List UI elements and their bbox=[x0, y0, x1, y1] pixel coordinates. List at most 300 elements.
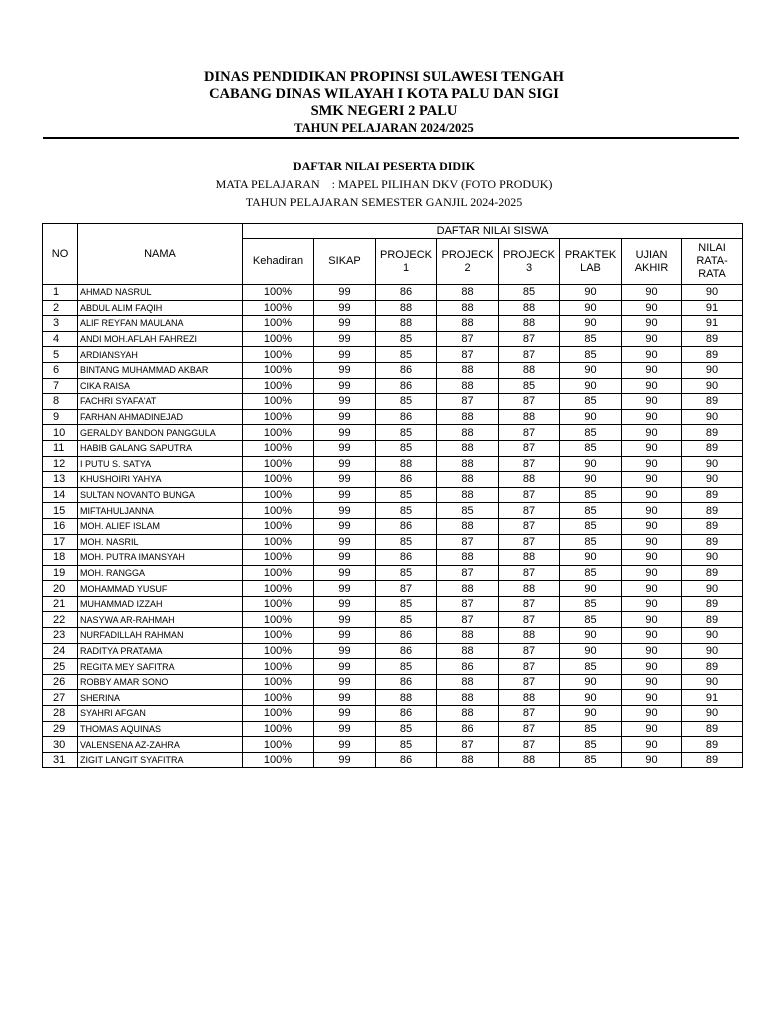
cell-kehadiran: 100% bbox=[243, 347, 314, 363]
cell-projeck-1: 88 bbox=[376, 690, 437, 706]
cell-kehadiran: 100% bbox=[243, 643, 314, 659]
cell-nama: ZIGIT LANGIT SYAFITRA bbox=[78, 752, 243, 768]
header-divider bbox=[43, 137, 739, 139]
cell-projeck-1: 86 bbox=[376, 752, 437, 768]
cell-sikap: 99 bbox=[314, 425, 376, 441]
cell-sikap: 99 bbox=[314, 316, 376, 332]
cell-nilai-rata-rata: 89 bbox=[682, 347, 743, 363]
cell-no: 18 bbox=[43, 550, 78, 566]
cell-projeck-3: 87 bbox=[499, 394, 560, 410]
cell-no: 1 bbox=[43, 285, 78, 301]
cell-nilai-rata-rata: 90 bbox=[682, 409, 743, 425]
cell-sikap: 99 bbox=[314, 752, 376, 768]
cell-projeck-3: 87 bbox=[499, 643, 560, 659]
cell-projeck-1: 85 bbox=[376, 596, 437, 612]
cell-projeck-2: 88 bbox=[437, 628, 499, 644]
cell-projeck-3: 88 bbox=[499, 362, 560, 378]
header-agency: DINAS PENDIDIKAN PROPINSI SULAWESI TENGAH bbox=[204, 69, 564, 85]
cell-projeck-3: 87 bbox=[499, 674, 560, 690]
cell-projeck-1: 85 bbox=[376, 659, 437, 675]
table-row bbox=[43, 721, 743, 737]
cell-sikap: 99 bbox=[314, 674, 376, 690]
column-header-praktek-lab: PRAKTEK LAB bbox=[560, 239, 622, 285]
cell-sikap: 99 bbox=[314, 487, 376, 503]
cell-projeck-2: 87 bbox=[437, 737, 499, 753]
cell-projeck-2: 88 bbox=[437, 378, 499, 394]
cell-kehadiran: 100% bbox=[243, 316, 314, 332]
cell-nilai-rata-rata: 91 bbox=[682, 690, 743, 706]
cell-nilai-rata-rata: 89 bbox=[682, 737, 743, 753]
cell-nama: ROBBY AMAR SONO bbox=[78, 674, 243, 690]
cell-kehadiran: 100% bbox=[243, 628, 314, 644]
column-header-nilai-rata-rata: NILAI RATA-RATA bbox=[682, 239, 743, 285]
cell-ujian-akhir: 90 bbox=[622, 425, 682, 441]
cell-projeck-2: 88 bbox=[437, 581, 499, 597]
cell-praktek-lab: 90 bbox=[560, 643, 622, 659]
cell-ujian-akhir: 90 bbox=[622, 487, 682, 503]
cell-kehadiran: 100% bbox=[243, 518, 314, 534]
cell-no: 11 bbox=[43, 440, 78, 456]
cell-ujian-akhir: 90 bbox=[622, 659, 682, 675]
cell-no: 3 bbox=[43, 316, 78, 332]
cell-projeck-3: 87 bbox=[499, 331, 560, 347]
cell-ujian-akhir: 90 bbox=[622, 503, 682, 519]
cell-sikap: 99 bbox=[314, 550, 376, 566]
cell-nilai-rata-rata: 90 bbox=[682, 550, 743, 566]
cell-kehadiran: 100% bbox=[243, 737, 314, 753]
header-school: SMK NEGERI 2 PALU bbox=[310, 103, 458, 119]
cell-nilai-rata-rata: 91 bbox=[682, 300, 743, 316]
cell-projeck-3: 87 bbox=[499, 721, 560, 737]
cell-nama: NASYWA AR-RAHMAH bbox=[78, 612, 243, 628]
cell-nama: KHUSHOIRI YAHYA bbox=[78, 472, 243, 488]
cell-projeck-3: 87 bbox=[499, 503, 560, 519]
cell-praktek-lab: 90 bbox=[560, 300, 622, 316]
cell-sikap: 99 bbox=[314, 347, 376, 363]
cell-ujian-akhir: 90 bbox=[622, 409, 682, 425]
cell-nama: MOH. RANGGA bbox=[78, 565, 243, 581]
cell-no: 13 bbox=[43, 472, 78, 488]
cell-projeck-3: 87 bbox=[499, 737, 560, 753]
cell-nilai-rata-rata: 90 bbox=[682, 285, 743, 301]
cell-projeck-2: 88 bbox=[437, 362, 499, 378]
cell-no: 31 bbox=[43, 752, 78, 768]
document-subheader bbox=[0, 157, 768, 211]
cell-nilai-rata-rata: 91 bbox=[682, 316, 743, 332]
cell-ujian-akhir: 90 bbox=[622, 378, 682, 394]
cell-no: 25 bbox=[43, 659, 78, 675]
cell-kehadiran: 100% bbox=[243, 690, 314, 706]
cell-ujian-akhir: 90 bbox=[622, 596, 682, 612]
header-academic-year: TAHUN PELAJARAN 2024/2025 bbox=[294, 121, 474, 135]
cell-projeck-2: 88 bbox=[437, 550, 499, 566]
cell-nama: SYAHRI AFGAN bbox=[78, 706, 243, 722]
cell-no: 27 bbox=[43, 690, 78, 706]
cell-projeck-3: 87 bbox=[499, 659, 560, 675]
cell-praktek-lab: 85 bbox=[560, 518, 622, 534]
cell-praktek-lab: 85 bbox=[560, 503, 622, 519]
cell-sikap: 99 bbox=[314, 706, 376, 722]
cell-projeck-3: 85 bbox=[499, 378, 560, 394]
cell-sikap: 99 bbox=[314, 285, 376, 301]
table-row bbox=[43, 362, 743, 378]
cell-kehadiran: 100% bbox=[243, 674, 314, 690]
cell-projeck-2: 88 bbox=[437, 316, 499, 332]
cell-ujian-akhir: 90 bbox=[622, 612, 682, 628]
cell-sikap: 99 bbox=[314, 596, 376, 612]
cell-sikap: 99 bbox=[314, 378, 376, 394]
cell-nilai-rata-rata: 89 bbox=[682, 487, 743, 503]
cell-nama: ANDI MOH.AFLAH FAHREZI bbox=[78, 331, 243, 347]
cell-nama: ABDUL ALIM FAQIH bbox=[78, 300, 243, 316]
table-row bbox=[43, 706, 743, 722]
cell-kehadiran: 100% bbox=[243, 472, 314, 488]
cell-projeck-2: 86 bbox=[437, 659, 499, 675]
cell-kehadiran: 100% bbox=[243, 456, 314, 472]
cell-no: 21 bbox=[43, 596, 78, 612]
cell-sikap: 99 bbox=[314, 659, 376, 675]
cell-kehadiran: 100% bbox=[243, 425, 314, 441]
table-row bbox=[43, 690, 743, 706]
cell-kehadiran: 100% bbox=[243, 503, 314, 519]
table-row bbox=[43, 752, 743, 768]
cell-nama: REGITA MEY SAFITRA bbox=[78, 659, 243, 675]
cell-projeck-2: 88 bbox=[437, 706, 499, 722]
cell-projeck-1: 85 bbox=[376, 394, 437, 410]
document-title: DAFTAR NILAI PESERTA DIDIK bbox=[292, 159, 476, 173]
cell-no: 8 bbox=[43, 394, 78, 410]
cell-sikap: 99 bbox=[314, 690, 376, 706]
cell-nilai-rata-rata: 89 bbox=[682, 612, 743, 628]
cell-praktek-lab: 85 bbox=[560, 487, 622, 503]
cell-nama: CIKA RAISA bbox=[78, 378, 243, 394]
cell-nilai-rata-rata: 89 bbox=[682, 503, 743, 519]
cell-sikap: 99 bbox=[314, 721, 376, 737]
cell-nilai-rata-rata: 89 bbox=[682, 518, 743, 534]
cell-ujian-akhir: 90 bbox=[622, 643, 682, 659]
cell-no: 4 bbox=[43, 331, 78, 347]
table-row bbox=[43, 300, 743, 316]
cell-no: 14 bbox=[43, 487, 78, 503]
cell-sikap: 99 bbox=[314, 409, 376, 425]
cell-projeck-1: 86 bbox=[376, 643, 437, 659]
table-row bbox=[43, 487, 743, 503]
cell-ujian-akhir: 90 bbox=[622, 456, 682, 472]
cell-kehadiran: 100% bbox=[243, 596, 314, 612]
table-row bbox=[43, 550, 743, 566]
cell-nama: BINTANG MUHAMMAD AKBAR bbox=[78, 362, 243, 378]
cell-praktek-lab: 90 bbox=[560, 285, 622, 301]
cell-nama: ALIF REYFAN MAULANA bbox=[78, 316, 243, 332]
cell-sikap: 99 bbox=[314, 628, 376, 644]
cell-projeck-1: 87 bbox=[376, 581, 437, 597]
cell-nilai-rata-rata: 90 bbox=[682, 378, 743, 394]
cell-kehadiran: 100% bbox=[243, 752, 314, 768]
cell-projeck-1: 86 bbox=[376, 378, 437, 394]
cell-projeck-3: 88 bbox=[499, 316, 560, 332]
cell-nama: MIFTAHULJANNA bbox=[78, 503, 243, 519]
table-row bbox=[43, 674, 743, 690]
cell-projeck-3: 88 bbox=[499, 409, 560, 425]
cell-praktek-lab: 85 bbox=[560, 425, 622, 441]
cell-projeck-1: 86 bbox=[376, 409, 437, 425]
cell-ujian-akhir: 90 bbox=[622, 752, 682, 768]
column-header-projeck-3: PROJECK 3 bbox=[499, 239, 560, 285]
cell-nilai-rata-rata: 90 bbox=[682, 706, 743, 722]
cell-no: 30 bbox=[43, 737, 78, 753]
cell-projeck-2: 87 bbox=[437, 394, 499, 410]
cell-projeck-3: 87 bbox=[499, 456, 560, 472]
cell-ujian-akhir: 90 bbox=[622, 300, 682, 316]
cell-nama: MUHAMMAD IZZAH bbox=[78, 596, 243, 612]
cell-nama: GERALDY BANDON PANGGULA bbox=[78, 425, 243, 441]
cell-nama: HABIB GALANG SAPUTRA bbox=[78, 440, 243, 456]
table-row bbox=[43, 425, 743, 441]
cell-ujian-akhir: 90 bbox=[622, 690, 682, 706]
cell-projeck-3: 87 bbox=[499, 612, 560, 628]
column-group-title: DAFTAR NILAI SISWA bbox=[243, 224, 743, 239]
cell-projeck-2: 87 bbox=[437, 596, 499, 612]
table-row bbox=[43, 628, 743, 644]
cell-no: 10 bbox=[43, 425, 78, 441]
cell-no: 2 bbox=[43, 300, 78, 316]
cell-projeck-2: 88 bbox=[437, 472, 499, 488]
cell-praktek-lab: 90 bbox=[560, 674, 622, 690]
cell-nama: RADITYA PRATAMA bbox=[78, 643, 243, 659]
cell-ujian-akhir: 90 bbox=[622, 347, 682, 363]
cell-projeck-1: 85 bbox=[376, 347, 437, 363]
cell-praktek-lab: 90 bbox=[560, 409, 622, 425]
column-header-projeck-1: PROJECK 1 bbox=[376, 239, 437, 285]
cell-praktek-lab: 85 bbox=[560, 737, 622, 753]
cell-kehadiran: 100% bbox=[243, 331, 314, 347]
cell-projeck-1: 86 bbox=[376, 362, 437, 378]
cell-kehadiran: 100% bbox=[243, 362, 314, 378]
cell-praktek-lab: 85 bbox=[560, 596, 622, 612]
cell-projeck-3: 87 bbox=[499, 518, 560, 534]
cell-kehadiran: 100% bbox=[243, 300, 314, 316]
cell-kehadiran: 100% bbox=[243, 659, 314, 675]
cell-praktek-lab: 85 bbox=[560, 440, 622, 456]
cell-nama: FACHRI SYAFA'AT bbox=[78, 394, 243, 410]
cell-projeck-3: 87 bbox=[499, 347, 560, 363]
cell-ujian-akhir: 90 bbox=[622, 550, 682, 566]
cell-no: 26 bbox=[43, 674, 78, 690]
cell-sikap: 99 bbox=[314, 472, 376, 488]
cell-projeck-1: 85 bbox=[376, 331, 437, 347]
cell-sikap: 99 bbox=[314, 581, 376, 597]
cell-nama: AHMAD NASRUL bbox=[78, 285, 243, 301]
cell-kehadiran: 100% bbox=[243, 550, 314, 566]
cell-praktek-lab: 90 bbox=[560, 581, 622, 597]
table-row bbox=[43, 659, 743, 675]
cell-nilai-rata-rata: 89 bbox=[682, 425, 743, 441]
cell-praktek-lab: 85 bbox=[560, 659, 622, 675]
cell-projeck-2: 87 bbox=[437, 612, 499, 628]
cell-no: 12 bbox=[43, 456, 78, 472]
subject-value: : MAPEL PILIHAN DKV (FOTO PRODUK) bbox=[331, 177, 553, 191]
cell-projeck-2: 88 bbox=[437, 690, 499, 706]
cell-projeck-1: 85 bbox=[376, 721, 437, 737]
cell-projeck-1: 85 bbox=[376, 534, 437, 550]
cell-kehadiran: 100% bbox=[243, 394, 314, 410]
cell-ujian-akhir: 90 bbox=[622, 285, 682, 301]
column-header-kehadiran: Kehadiran bbox=[243, 239, 314, 285]
column-header-nama: NAMA bbox=[78, 224, 243, 285]
cell-nilai-rata-rata: 89 bbox=[682, 394, 743, 410]
table-row bbox=[43, 518, 743, 534]
cell-projeck-2: 88 bbox=[437, 300, 499, 316]
column-header-ujian-akhir: UJIAN AKHIR bbox=[622, 239, 682, 285]
cell-projeck-3: 88 bbox=[499, 628, 560, 644]
cell-projeck-2: 88 bbox=[437, 518, 499, 534]
cell-sikap: 99 bbox=[314, 503, 376, 519]
cell-ujian-akhir: 90 bbox=[622, 362, 682, 378]
cell-kehadiran: 100% bbox=[243, 378, 314, 394]
cell-projeck-3: 88 bbox=[499, 550, 560, 566]
cell-nilai-rata-rata: 90 bbox=[682, 628, 743, 644]
cell-projeck-3: 87 bbox=[499, 596, 560, 612]
cell-nilai-rata-rata: 90 bbox=[682, 362, 743, 378]
cell-ujian-akhir: 90 bbox=[622, 706, 682, 722]
cell-sikap: 99 bbox=[314, 362, 376, 378]
cell-nama: THOMAS AQUINAS bbox=[78, 721, 243, 737]
cell-kehadiran: 100% bbox=[243, 440, 314, 456]
table-row bbox=[43, 643, 743, 659]
cell-projeck-2: 85 bbox=[437, 503, 499, 519]
cell-projeck-3: 88 bbox=[499, 581, 560, 597]
cell-nama: FARHAN AHMADINEJAD bbox=[78, 409, 243, 425]
cell-projeck-1: 88 bbox=[376, 316, 437, 332]
cell-praktek-lab: 90 bbox=[560, 378, 622, 394]
cell-kehadiran: 100% bbox=[243, 409, 314, 425]
cell-projeck-3: 87 bbox=[499, 706, 560, 722]
cell-projeck-2: 88 bbox=[437, 674, 499, 690]
cell-projeck-1: 86 bbox=[376, 550, 437, 566]
cell-projeck-1: 86 bbox=[376, 285, 437, 301]
cell-nama: VALENSENA AZ-ZAHRA bbox=[78, 737, 243, 753]
cell-kehadiran: 100% bbox=[243, 285, 314, 301]
cell-no: 23 bbox=[43, 628, 78, 644]
cell-no: 7 bbox=[43, 378, 78, 394]
cell-sikap: 99 bbox=[314, 737, 376, 753]
cell-praktek-lab: 90 bbox=[560, 472, 622, 488]
cell-ujian-akhir: 90 bbox=[622, 721, 682, 737]
header-branch: CABANG DINAS WILAYAH I KOTA PALU DAN SIGI bbox=[209, 86, 559, 102]
cell-projeck-2: 87 bbox=[437, 347, 499, 363]
table-row bbox=[43, 737, 743, 753]
cell-ujian-akhir: 90 bbox=[622, 534, 682, 550]
table-row bbox=[43, 285, 743, 301]
cell-nama: SULTAN NOVANTO BUNGA bbox=[78, 487, 243, 503]
cell-sikap: 99 bbox=[314, 518, 376, 534]
cell-projeck-2: 88 bbox=[437, 285, 499, 301]
table-row bbox=[43, 472, 743, 488]
cell-ujian-akhir: 90 bbox=[622, 518, 682, 534]
column-header-no: NO bbox=[43, 224, 78, 285]
table-row bbox=[43, 440, 743, 456]
cell-ujian-akhir: 90 bbox=[622, 316, 682, 332]
cell-kehadiran: 100% bbox=[243, 565, 314, 581]
cell-praktek-lab: 90 bbox=[560, 316, 622, 332]
cell-no: 16 bbox=[43, 518, 78, 534]
cell-kehadiran: 100% bbox=[243, 534, 314, 550]
cell-no: 20 bbox=[43, 581, 78, 597]
cell-nama: I PUTU S. SATYA bbox=[78, 456, 243, 472]
cell-sikap: 99 bbox=[314, 331, 376, 347]
cell-projeck-2: 88 bbox=[437, 425, 499, 441]
cell-projeck-2: 88 bbox=[437, 752, 499, 768]
cell-kehadiran: 100% bbox=[243, 487, 314, 503]
cell-ujian-akhir: 90 bbox=[622, 737, 682, 753]
cell-projeck-1: 85 bbox=[376, 440, 437, 456]
document-header bbox=[0, 69, 768, 137]
cell-projeck-3: 88 bbox=[499, 300, 560, 316]
cell-nama: MOH. PUTRA IMANSYAH bbox=[78, 550, 243, 566]
cell-projeck-1: 85 bbox=[376, 612, 437, 628]
cell-nilai-rata-rata: 89 bbox=[682, 565, 743, 581]
table-row bbox=[43, 565, 743, 581]
cell-sikap: 99 bbox=[314, 300, 376, 316]
cell-projeck-3: 87 bbox=[499, 487, 560, 503]
cell-projeck-3: 88 bbox=[499, 752, 560, 768]
cell-nilai-rata-rata: 89 bbox=[682, 596, 743, 612]
cell-projeck-3: 88 bbox=[499, 472, 560, 488]
table-row bbox=[43, 581, 743, 597]
cell-no: 19 bbox=[43, 565, 78, 581]
cell-nama: ARDIANSYAH bbox=[78, 347, 243, 363]
cell-ujian-akhir: 90 bbox=[622, 394, 682, 410]
cell-sikap: 99 bbox=[314, 534, 376, 550]
cell-ujian-akhir: 90 bbox=[622, 674, 682, 690]
cell-praktek-lab: 85 bbox=[560, 752, 622, 768]
cell-no: 24 bbox=[43, 643, 78, 659]
cell-praktek-lab: 85 bbox=[560, 347, 622, 363]
cell-projeck-1: 86 bbox=[376, 706, 437, 722]
cell-projeck-3: 87 bbox=[499, 565, 560, 581]
cell-sikap: 99 bbox=[314, 440, 376, 456]
cell-kehadiran: 100% bbox=[243, 721, 314, 737]
cell-projeck-2: 88 bbox=[437, 643, 499, 659]
cell-praktek-lab: 90 bbox=[560, 706, 622, 722]
cell-nama: SHERINA bbox=[78, 690, 243, 706]
cell-projeck-2: 88 bbox=[437, 409, 499, 425]
cell-projeck-2: 87 bbox=[437, 565, 499, 581]
cell-praktek-lab: 90 bbox=[560, 362, 622, 378]
cell-projeck-2: 86 bbox=[437, 721, 499, 737]
cell-praktek-lab: 90 bbox=[560, 550, 622, 566]
cell-nilai-rata-rata: 89 bbox=[682, 331, 743, 347]
column-header-projeck-2: PROJECK 2 bbox=[437, 239, 499, 285]
cell-sikap: 99 bbox=[314, 394, 376, 410]
subject-line bbox=[0, 175, 768, 193]
cell-sikap: 99 bbox=[314, 565, 376, 581]
cell-praktek-lab: 90 bbox=[560, 456, 622, 472]
cell-praktek-lab: 90 bbox=[560, 690, 622, 706]
cell-projeck-1: 85 bbox=[376, 737, 437, 753]
cell-praktek-lab: 85 bbox=[560, 565, 622, 581]
cell-kehadiran: 100% bbox=[243, 581, 314, 597]
cell-projeck-3: 85 bbox=[499, 285, 560, 301]
cell-projeck-2: 88 bbox=[437, 487, 499, 503]
semester-line: TAHUN PELAJARAN SEMESTER GANJIL 2024-2025 bbox=[245, 195, 523, 209]
cell-projeck-2: 87 bbox=[437, 331, 499, 347]
cell-projeck-1: 85 bbox=[376, 503, 437, 519]
cell-kehadiran: 100% bbox=[243, 612, 314, 628]
cell-projeck-1: 88 bbox=[376, 456, 437, 472]
cell-projeck-3: 87 bbox=[499, 534, 560, 550]
cell-nama: MOHAMMAD YUSUF bbox=[78, 581, 243, 597]
